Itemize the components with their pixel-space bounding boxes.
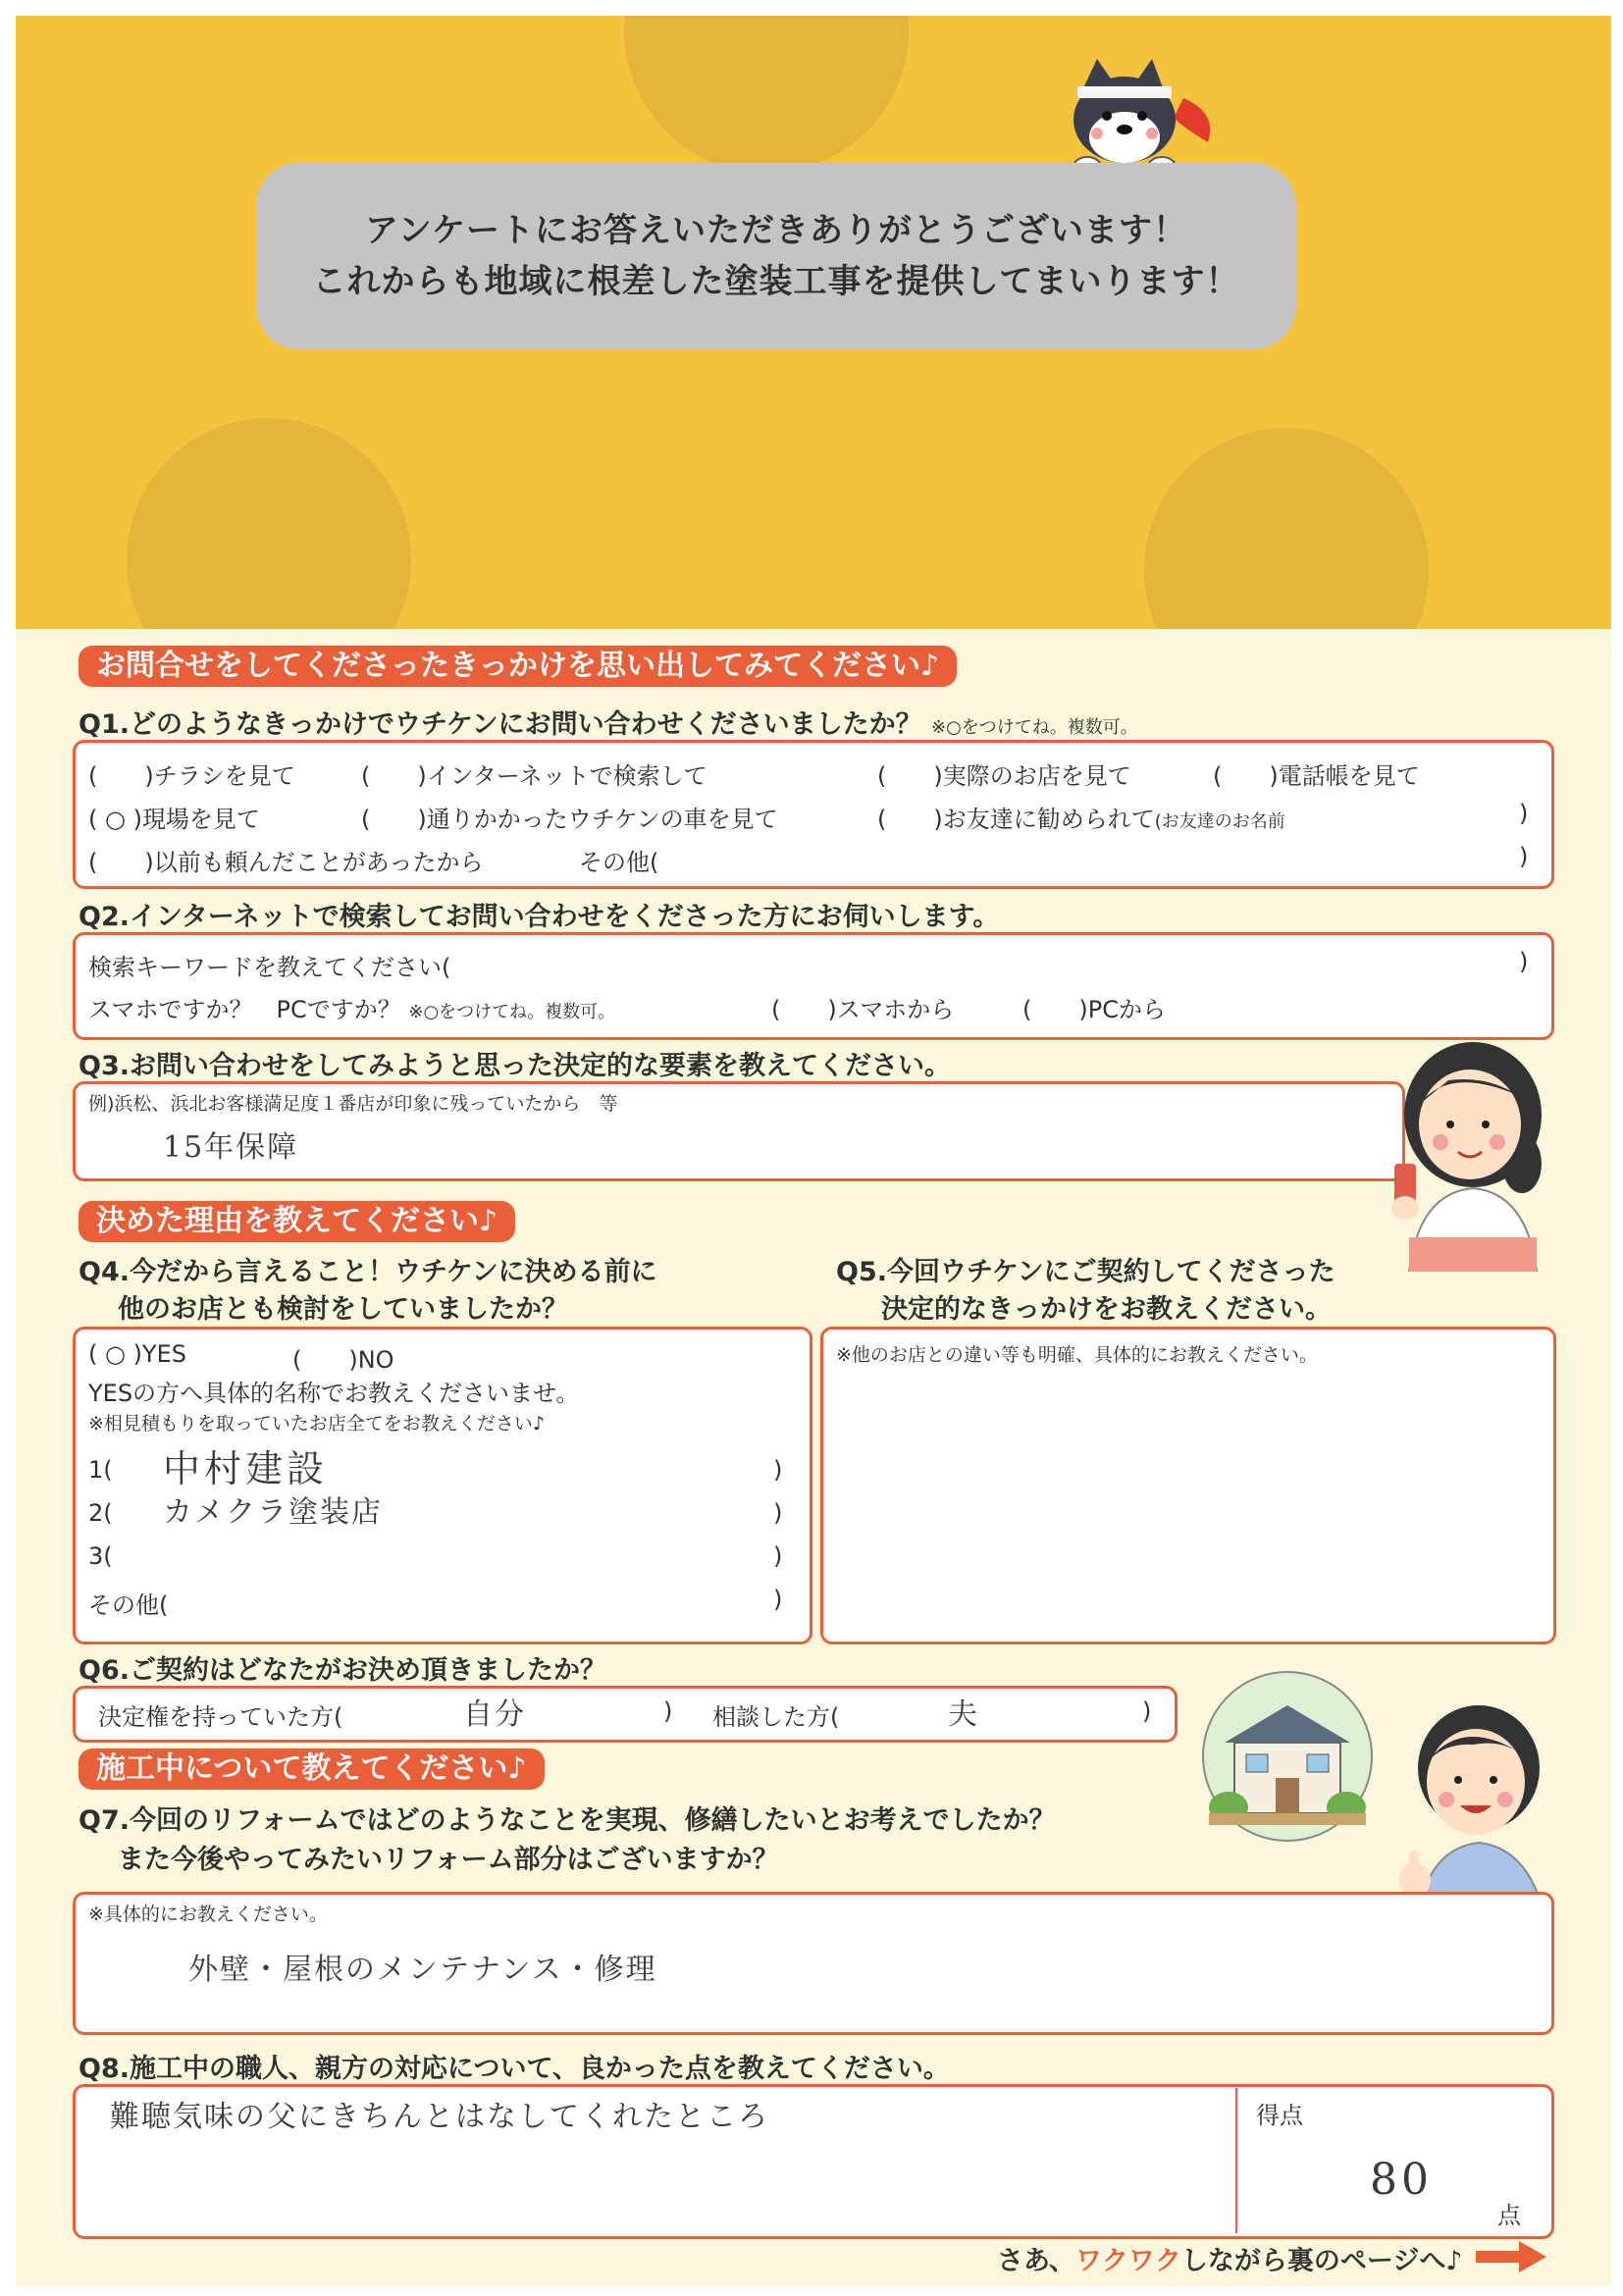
q5-question [836,1254,1335,1329]
q2-keyword-label[interactable]: 検索キーワードを教えてください( [88,954,451,981]
footer-waku: ワクワク [1074,2246,1181,2276]
q3-example: 例)浜松、浜北お客様満足度１番店が印象に残っていたから 等 [88,1093,618,1115]
q6-consulted-value: 夫 [948,1697,979,1732]
q4-entry-label: 2( [88,1499,113,1527]
q5-note: ※他のお店との違い等も明確、具体的にお教えください。 [836,1344,1318,1366]
option-label: 以前も頼んだことがあったから [153,849,484,876]
q2-keyword-close: ) [1519,948,1529,975]
q4-no-option[interactable]: ( )NO [292,1346,394,1374]
q5-question-line1: Q5.今回ウチケンにご契約してくださった [836,1257,1335,1287]
option-mark: ( ) [877,762,943,790]
option-mark: ( ) [361,762,427,790]
q2-pc-option[interactable]: ( )PCから [1022,996,1166,1023]
q1-option-store[interactable] [877,757,1131,791]
q4-entry-label: 3( [88,1542,113,1570]
q4-entry-label: 1( [88,1456,113,1484]
option-mark: ( ) [88,762,154,790]
q6-consulted-close: ) [1142,1697,1152,1725]
score-unit: 点 [1497,2202,1521,2229]
q3-question: Q3.お問い合わせをしてみようと思った決定的な要素を教えてください。 [79,1051,951,1081]
q2-device-text: スマホですか？ PCですか？ [88,996,401,1023]
woman-with-phone-illustration-icon [1380,1026,1566,1272]
q1-option-site[interactable] [88,800,260,834]
option-mark: ( ) [1213,762,1279,790]
footer-text-before: さあ、 [997,2246,1075,2276]
q4-instruction: YESの方へ具体的名称でお教えくださいませ。 [88,1380,580,1407]
q4-yes-option[interactable]: ( ○ )YES [88,1340,186,1368]
q1-option-internet[interactable] [361,757,707,791]
q2-device-question [88,990,615,1024]
q4-question [79,1254,657,1329]
q6-decider-value: 自分 [463,1697,526,1732]
q6-question: Q6.ご契約はどなたがお決め頂きましたか？ [79,1655,606,1686]
q4-entry-value: 中村建設 [163,1447,329,1490]
q8-handwritten-answer: 難聴気味の父にきちんとはなしてくれたところ [110,2100,769,2134]
q2-note: ※○をつけてね。複数可。 [408,1002,616,1022]
q4-question-line1: Q4.今だから言えること！ウチケンに決める前に [79,1257,657,1287]
option-label: インターネットで検索して [426,762,707,790]
q4-entry-label: その他( [88,1592,169,1619]
option-mark: ( ) [361,806,427,833]
option-label: 実際のお店を見て [942,762,1131,790]
q1-option-car[interactable] [361,800,778,834]
q4-note: ※相見積もりを取っていたお店全てをお教えください♪ [88,1413,546,1435]
q6-consulted-label: 相談した方( [712,1703,840,1731]
q5-answer-box[interactable] [820,1327,1556,1644]
q7-question [79,1801,1056,1880]
q4-question-line2: 他のお店とも検討をしていましたか？ [118,1294,568,1325]
q1-friend-close: ) [1519,800,1529,827]
q3-handwritten-answer: 15年保障 [163,1130,299,1165]
option-mark: ( ) [88,849,154,876]
footer-text-after: しながら裏のページへ♪ [1180,2246,1463,2276]
q1-option-previous[interactable] [88,843,484,877]
q1-note: ※○をつけてね。複数可。 [930,717,1138,738]
greeting-line-1: アンケートにお答えいただきありがとうございます！ [365,211,1187,250]
q7-question-line1: Q7.今回のリフォームではどのようなことを実現、修繕したいとお考えでしたか？ [79,1805,1056,1836]
section-title-construction: 施工中について教えてください♪ [79,1748,545,1790]
q4-entry-value: カメクラ塗装店 [163,1495,383,1530]
q1-other-close: ) [1519,843,1529,870]
q1-question-text: Q1.どのようなきっかけでウチケンにお問い合わせくださいましたか？ [79,709,922,740]
score-label: 得点 [1256,2102,1303,2129]
q1-option-flyer[interactable] [88,757,295,791]
friend-name-label: (お友達のお名前 [1154,811,1285,832]
q1-option-phonebook[interactable] [1213,757,1420,791]
thank-you-banner [256,163,1296,349]
house-illustration-icon [1189,1670,1386,1847]
q7-question-line2: また今後やってみたいリフォーム部分はございますか？ [118,1845,779,1875]
q4-entry-close: ) [773,1586,783,1613]
right-arrow-icon [1476,2241,1546,2272]
option-label: お友達に勧められて [942,806,1155,833]
greeting-line-2: これからも地域に根差した塗装工事を提供してまいります！ [312,262,1240,301]
q6-decider-label: 決定権を持っていた方( [98,1703,343,1731]
q5-question-line2: 決定的なきっかけをお教えください。 [881,1294,1332,1325]
score-divider [1235,2088,1237,2233]
survey-page [16,16,1611,2286]
q4-entry-close: ) [773,1499,783,1527]
section-title-inquiry: お問合せをしてくださったきっかけを思い出してみてください♪ [79,646,957,687]
option-label: 現場を見て [141,806,260,833]
q7-note: ※具体的にお教えください。 [88,1904,328,1925]
option-mark: ( ○ ) [88,806,142,833]
q2-smartphone-option[interactable]: ( )スマホから [771,996,955,1023]
option-label: チラシを見て [153,762,295,790]
q8-question: Q8.施工中の職人、親方の対応について、良かった点を教えてください。 [79,2054,950,2084]
section-title-reason: 決めた理由を教えてください♪ [79,1201,515,1242]
q6-decider-close: ) [663,1697,673,1725]
q4-entry-close: ) [773,1542,783,1570]
option-label: 通りかかったウチケンの車を見て [426,806,778,833]
decorative-circle [624,16,909,173]
q2-question: Q2.インターネットで検索してお問い合わせをくださった方にお伺いします。 [79,902,1000,932]
q7-handwritten-answer: 外壁・屋根のメンテナンス・修理 [188,1953,657,1987]
q1-option-friend[interactable] [877,800,1285,834]
option-label: 電話帳を見て [1278,762,1420,790]
option-mark: ( ) [877,806,943,833]
q1-other-label[interactable]: その他( [579,849,659,876]
next-page-prompt [997,2239,1463,2277]
q4-entry-close: ) [773,1456,783,1484]
score-value: 80 [1370,2155,1433,2205]
q1-question [79,703,1138,741]
